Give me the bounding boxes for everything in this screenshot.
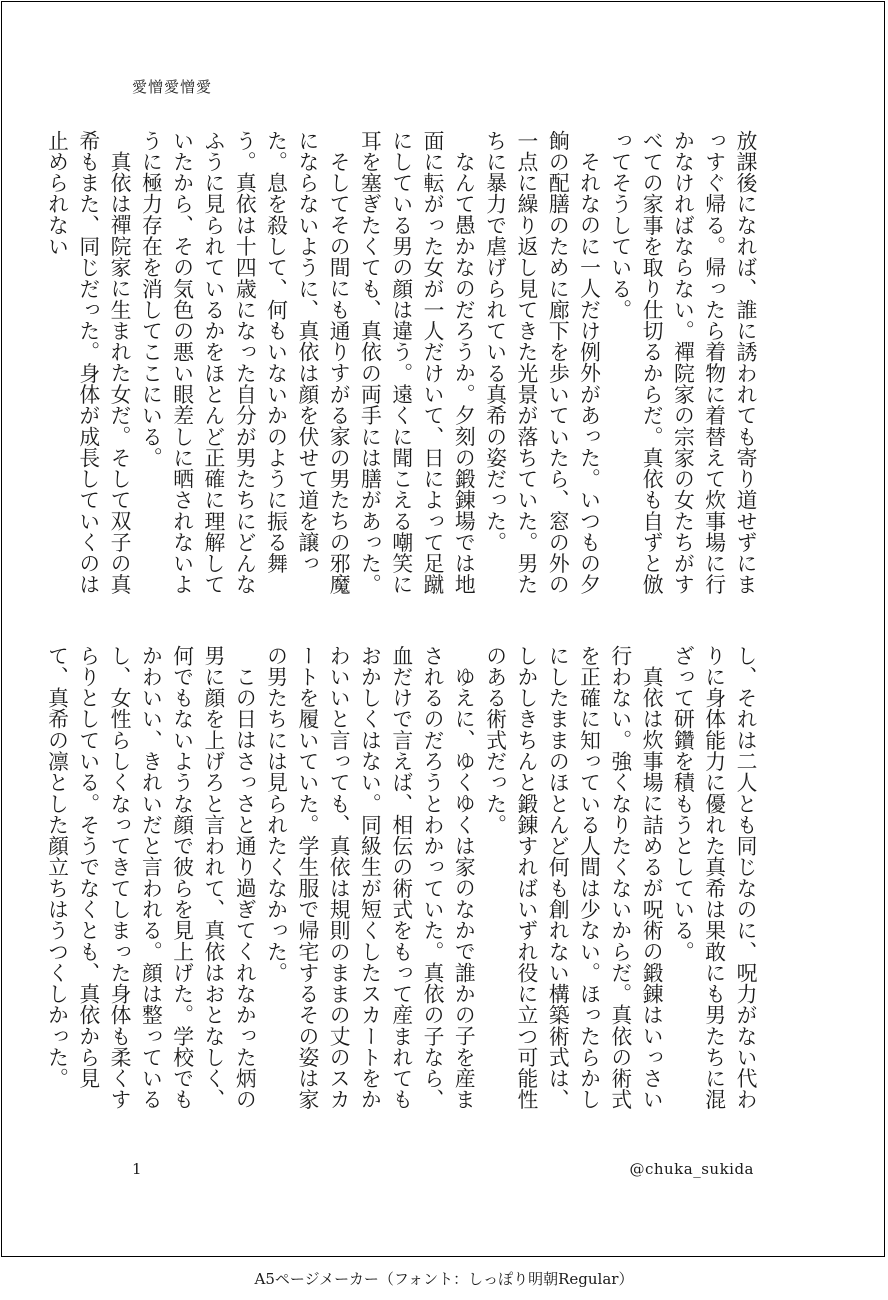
paragraph: それなのに一人だけ例外があった。いつもの夕餉の配膳のために廊下を歩いていたら、窓の外の一点に繰り返し見てきた光景が落ちていた。男たちに暴力で虐げられている真希の姿だった。	[482, 130, 601, 596]
paragraph: 放課後になれば、誰に誘われても寄り道せずにまっすぐ帰る。帰ったら着物に着替えて炊事場に行かなければならない。禪院家の宗家の女たちがすべての家事を取り仕切るからだ。真依も自ずと倣ってそうしている。	[607, 130, 757, 596]
paragraph: し、それは二人とも同じなのに、呪力がない代わりに身体能力に優れた真希は果敢にも男たちに混ざって研鑽を積もうとしている。	[670, 645, 757, 1111]
book-title: 愛憎愛憎愛	[132, 78, 213, 96]
paragraph: 真依は禪院家に生まれた女だ。そして双子の真希もまた、同じだった。身体が成長していくのは止められない	[44, 130, 132, 596]
paragraph: なんて愚かなのだろうか。夕刻の鍛錬場では地面に転がった女が一人だけいて、日によって足蹴にしている男の顔は違う。遠くに聞こえる嘲笑に耳を塞ぎたくても、真依の両手には膳があった。	[357, 130, 476, 596]
paragraph: そしてその間にも通りすがる家の男たちの邪魔にならないように、真依は顔を伏せて道を譲った。息を殺して、何もいないかのように振る舞う。真依は十四歳になった自分が男たちにどんなふうに見られているかをほとんど正確に理解していたから、その気色の悪い眼差しに晒されないように極力存在を消してここにいる。	[138, 130, 351, 596]
paragraph: ゆえに、ゆくゆくは家のなかで誰かの子を産まされるのだろうとわかっていた。真依の子なら、血だけで言えば、相伝の術式をもって産まれてもおかしくはない。同級生が短くしたスカートをかわいいと言っても、真依は規則のままの丈のスカートを履いていた。学生服で帰宅するその姿は家の男たちには見られたくなかった。	[263, 645, 476, 1111]
paragraph: この日はさっさと通り過ぎてくれなかった炳の男に顔を上げろと言われて、真依はおとなしく、何でもないような顔で彼らを見上げた。学校でもかわいい、きれいだと言われる。顔は整っているし、女性らしくなってきてしまった身体も柔くすらりとしている。そうでなくとも、真依から見て、真希の凛とした顔立ちはうつくしかった。	[44, 645, 257, 1111]
lower-text-block	[44, 645, 760, 1120]
author-handle: @chuka_sukida	[629, 1160, 754, 1178]
upper-text-block	[44, 130, 760, 605]
paragraph: 真依は炊事場に詰めるが呪術の鍛錬はいっさい行わない。強くなりたくないからだ。真依の術式を正確に知っている人間は少ない。ほったらかしにしたままのほとんど何も創れない構築術式は、しかしきちんと鍛錬すればいずれ役に立つ可能性のある術式だった。	[482, 645, 664, 1111]
page-frame	[1, 1, 885, 1257]
page-number: 1	[132, 1160, 142, 1178]
page-caption: A5ページメーカー（フォント：しっぽり明朝Regular）	[254, 1270, 634, 1288]
